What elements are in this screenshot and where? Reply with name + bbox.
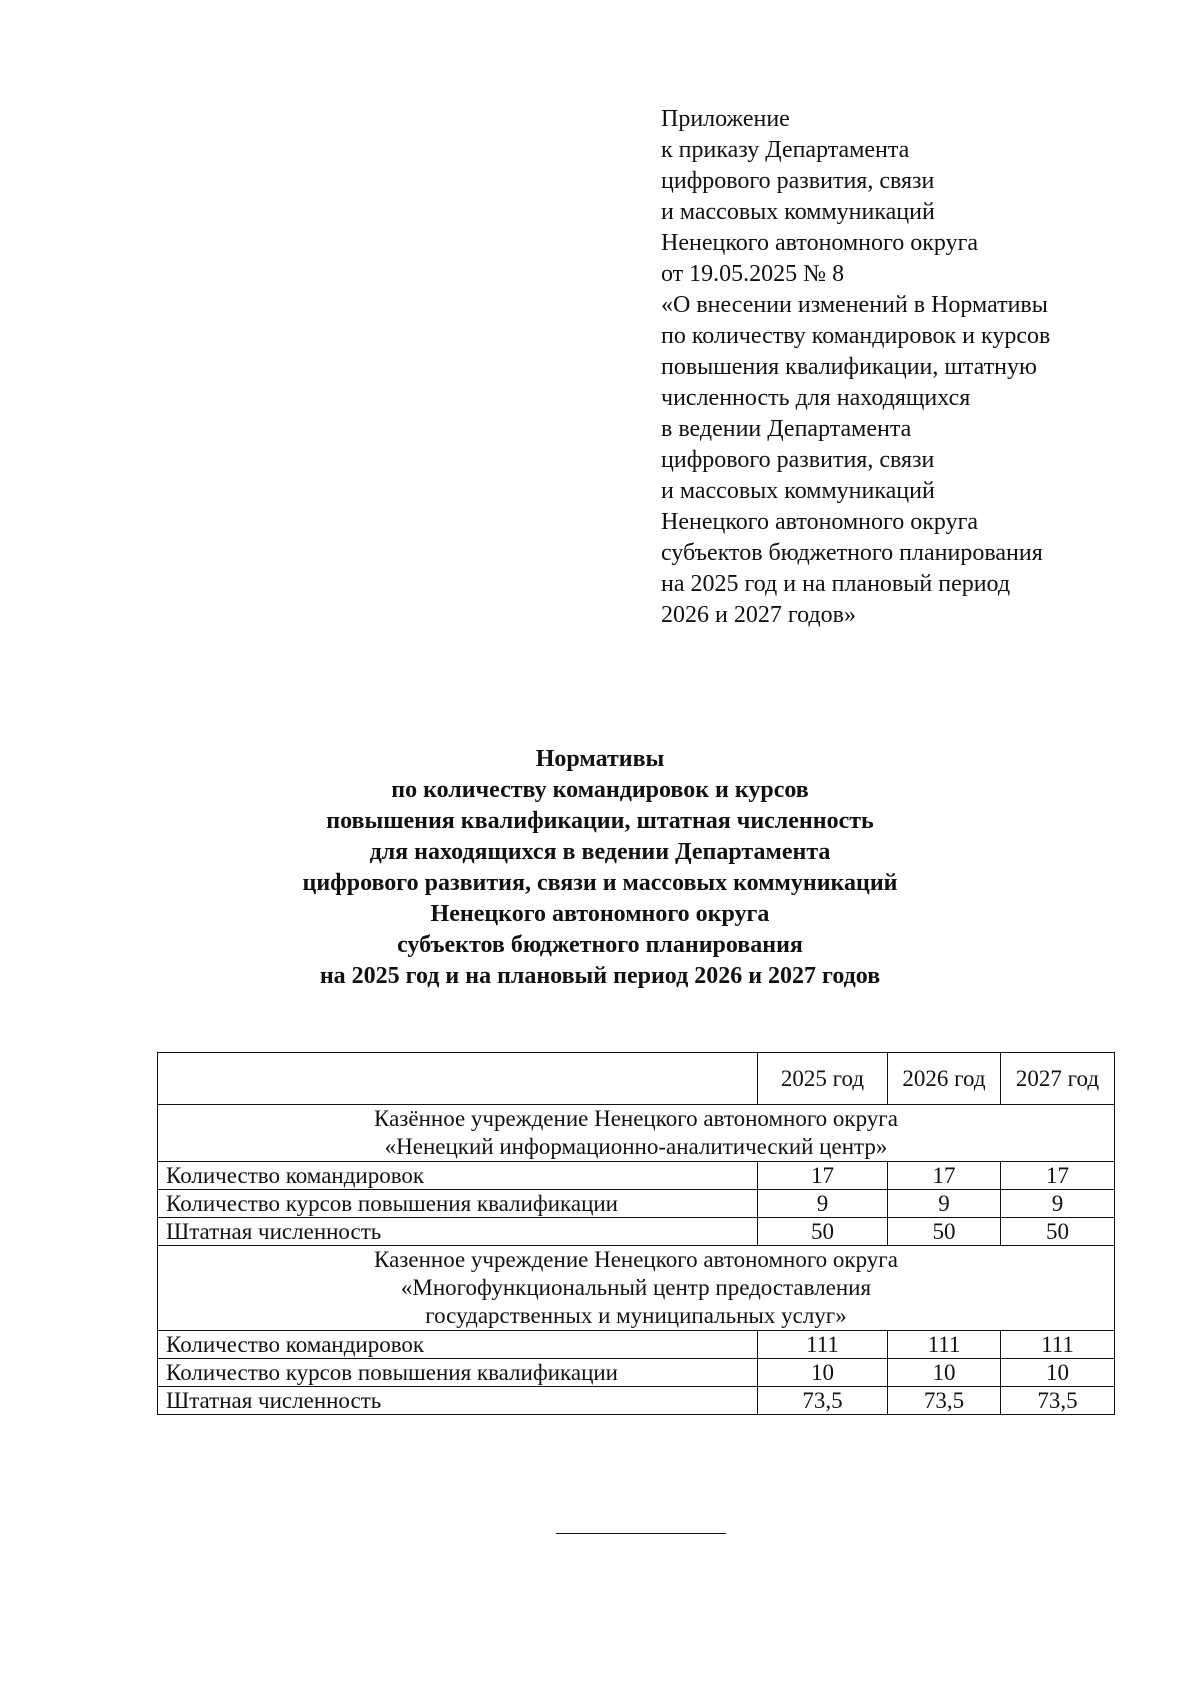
org-name-line: «Многофункциональный центр предоставления xyxy=(400,1275,872,1300)
value-cell: 73,5 xyxy=(758,1387,888,1415)
org-name-cell xyxy=(158,1105,1115,1162)
row-label: Штатная численность xyxy=(158,1218,758,1246)
appendix-line: и массовых коммуникаций xyxy=(661,199,935,225)
table-row xyxy=(158,1190,1115,1218)
value-cell: 73,5 xyxy=(1001,1387,1115,1415)
title-line: Ненецкого автономного округа xyxy=(430,901,770,927)
appendix-line: от 19.05.2025 № 8 xyxy=(661,261,845,287)
title-line: на 2025 год и на плановый период 2026 и 2027 годов xyxy=(319,963,881,989)
title-line: повышения квалификации, штатная численность xyxy=(326,808,874,834)
title-line: цифрового развития, связи и массовых коммуникаций xyxy=(302,870,898,896)
org-name-cell xyxy=(158,1246,1115,1331)
appendix-line: «О внесении изменений в Нормативы xyxy=(661,292,1048,318)
appendix-line: к приказу Департамента xyxy=(661,137,910,163)
value-cell: 111 xyxy=(758,1331,888,1359)
value-cell: 10 xyxy=(1001,1359,1115,1387)
value-cell: 50 xyxy=(758,1218,888,1246)
appendix-line: Приложение xyxy=(661,106,790,132)
table-row xyxy=(158,1359,1115,1387)
section-header-row xyxy=(158,1105,1115,1162)
title-line: по количеству командировок и курсов xyxy=(391,777,809,803)
norms-table xyxy=(157,1052,1115,1415)
value-cell: 50 xyxy=(888,1218,1001,1246)
appendix-line: численность для находящихся xyxy=(661,385,971,411)
appendix-block xyxy=(661,104,1121,631)
appendix-line: по количеству командировок и курсов xyxy=(661,323,1051,349)
row-label: Количество командировок xyxy=(158,1162,758,1190)
table-row xyxy=(158,1218,1115,1246)
appendix-line: цифрового развития, связи xyxy=(661,447,935,473)
value-cell: 9 xyxy=(758,1190,888,1218)
value-cell: 9 xyxy=(888,1190,1001,1218)
value-cell: 111 xyxy=(888,1331,1001,1359)
value-cell: 10 xyxy=(758,1359,888,1387)
appendix-line: Ненецкого автономного округа xyxy=(661,230,979,256)
appendix-line: 2026 и 2027 годов» xyxy=(661,602,856,628)
appendix-line: и массовых коммуникаций xyxy=(661,478,935,504)
org-name-line: Казённое учреждение Ненецкого автономного округа xyxy=(374,1106,898,1131)
value-cell: 111 xyxy=(1001,1331,1115,1359)
row-label: Количество курсов повышения квалификации xyxy=(158,1190,758,1218)
value-cell: 73,5 xyxy=(888,1387,1001,1415)
value-cell: 50 xyxy=(1001,1218,1115,1246)
row-label: Количество командировок xyxy=(158,1331,758,1359)
appendix-line: на 2025 год и на плановый период xyxy=(661,571,1011,597)
section-header-row xyxy=(158,1246,1115,1331)
document-title xyxy=(100,744,1100,992)
value-cell: 10 xyxy=(888,1359,1001,1387)
title-line: для находящихся в ведении Департамента xyxy=(369,839,831,865)
value-cell: 17 xyxy=(758,1162,888,1190)
row-label: Штатная численность xyxy=(158,1387,758,1415)
value-cell: 17 xyxy=(1001,1162,1115,1190)
table-row xyxy=(158,1162,1115,1190)
appendix-line: субъектов бюджетного планирования xyxy=(661,540,1043,566)
appendix-line: Ненецкого автономного округа xyxy=(661,509,979,535)
table-header-row xyxy=(158,1053,1115,1105)
value-cell: 17 xyxy=(888,1162,1001,1190)
table-row xyxy=(158,1331,1115,1359)
appendix-line: в ведении Департамента xyxy=(661,416,912,442)
row-label: Количество курсов повышения квалификации xyxy=(158,1359,758,1387)
table-row xyxy=(158,1387,1115,1415)
header-label-cell xyxy=(158,1053,758,1105)
end-of-document-rule xyxy=(556,1533,726,1534)
title-line: Нормативы xyxy=(535,746,665,772)
header-year-2027: 2027 год xyxy=(1001,1053,1115,1105)
title-line: субъектов бюджетного планирования xyxy=(397,932,803,958)
org-name-line: Казенное учреждение Ненецкого автономного округа xyxy=(374,1247,898,1272)
header-year-2025: 2025 год xyxy=(758,1053,888,1105)
value-cell: 9 xyxy=(1001,1190,1115,1218)
org-name-line: государственных и муниципальных услуг» xyxy=(425,1303,847,1328)
appendix-line: повышения квалификации, штатную xyxy=(661,354,1037,380)
appendix-line: цифрового развития, связи xyxy=(661,168,935,194)
org-name-line: «Ненецкий информационно-аналитический центр» xyxy=(384,1134,888,1159)
header-year-2026: 2026 год xyxy=(888,1053,1001,1105)
